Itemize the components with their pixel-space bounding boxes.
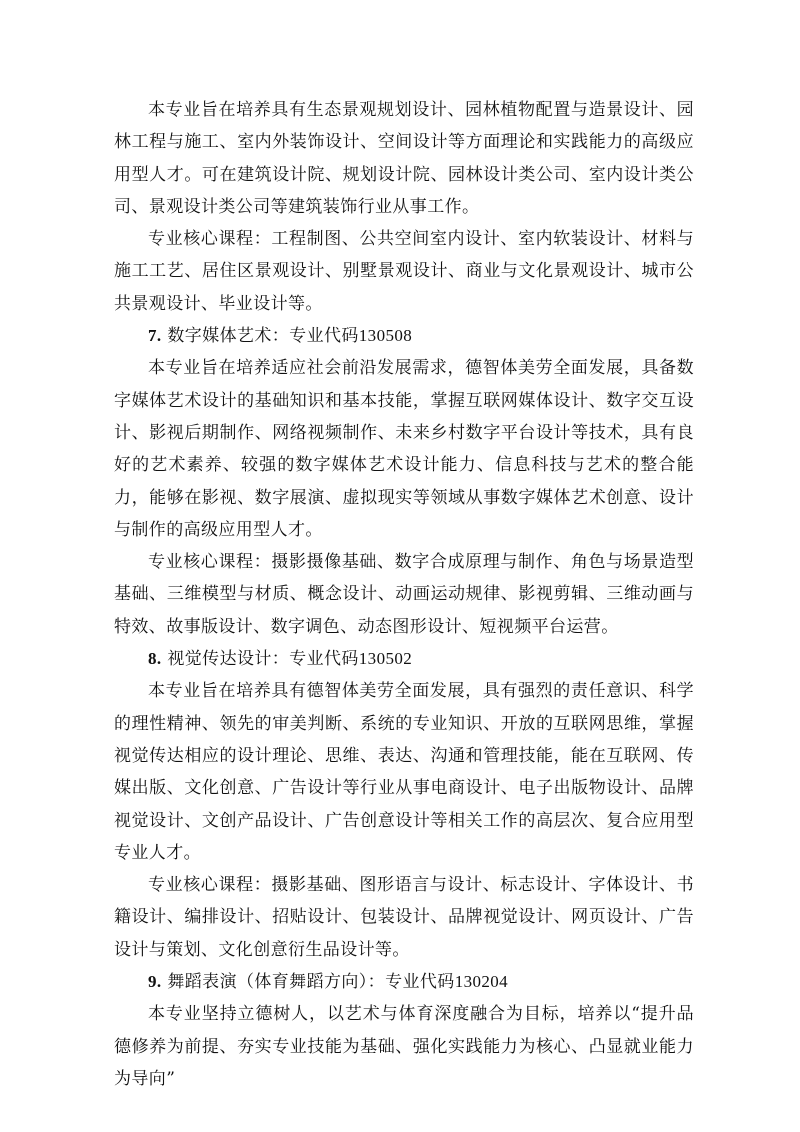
section-title: 视觉传达设计：专业代码 (167, 649, 359, 670)
section-code: 130508 (358, 326, 413, 346)
dance-performance-intro: 本专业坚持立德树人，以艺术与体育深度融合为目标，培养以“提升品德修养为前提、夯实专业技能为基础、强化实践能力为核心、凸显就业能力为导向” (114, 1004, 694, 1089)
section-number: 8. (148, 649, 162, 669)
visual-communication-courses: 专业核心课程：摄影基础、图形语言与设计、标志设计、字体设计、书籍设计、编排设计、招贴设计、包装设计、品牌视觉设计、网页设计、广告设计与策划、文化创意衍生品设计等。 (114, 875, 694, 960)
section-heading-visual-communication (114, 643, 694, 675)
section-title: 数字媒体艺术：专业代码 (167, 326, 359, 347)
section-number: 9. (148, 972, 162, 992)
section-heading-digital-media (114, 320, 694, 352)
section-code: 130204 (454, 972, 509, 992)
section-number: 7. (148, 326, 162, 346)
landscape-major-courses: 专业核心课程：工程制图、公共空间室内设计、室内软装设计、材料与施工工艺、居住区景观设计、别墅景观设计、商业与文化景观设计、城市公共景观设计、毕业设计等。 (114, 229, 694, 314)
section-heading-dance-performance (114, 966, 694, 998)
digital-media-intro: 本专业旨在培养适应社会前沿发展需求，德智体美劳全面发展，具备数字媒体艺术设计的基础知识和基本技能，掌握互联网媒体设计、数字交互设计、影视后期制作、网络视频制作、未来乡村数字平台设计等技术，具有良好的艺术素养、较强的数字媒体艺术设计能力、信息科技与艺术的整合能力，能够在影视、数字展演、虚拟现实等领域从事数字媒体艺术创意、设计与制作的高级应用型人才。 (114, 358, 694, 540)
section-code: 130502 (358, 649, 413, 669)
digital-media-courses: 专业核心课程：摄影摄像基础、数字合成原理与制作、角色与场景造型基础、三维模型与材质、概念设计、动画运动规律、影视剪辑、三维动画与特效、故事版设计、数字调色、动态图形设计、短视频平台运营。 (114, 552, 694, 637)
document-page (114, 94, 694, 1095)
visual-communication-intro: 本专业旨在培养具有德智体美劳全面发展，具有强烈的责任意识、科学的理性精神、领先的审美判断、系统的专业知识、开放的互联网思维，掌握视觉传达相应的设计理论、思维、表达、沟通和管理技能，能在互联网、传媒出版、文化创意、广告设计等行业从事电商设计、电子出版物设计、品牌视觉设计、文创产品设计、广告创意设计等相关工作的高层次、复合应用型专业人才。 (114, 681, 694, 863)
section-title: 舞蹈表演（体育舞蹈方向）：专业代码 (167, 972, 455, 993)
landscape-major-intro: 本专业旨在培养具有生态景观规划设计、园林植物配置与造景设计、园林工程与施工、室内外装饰设计、空间设计等方面理论和实践能力的高级应用型人才。可在建筑设计院、规划设计院、园林设计类公司、室内设计类公司、景观设计类公司等建筑装饰行业从事工作。 (114, 100, 694, 217)
